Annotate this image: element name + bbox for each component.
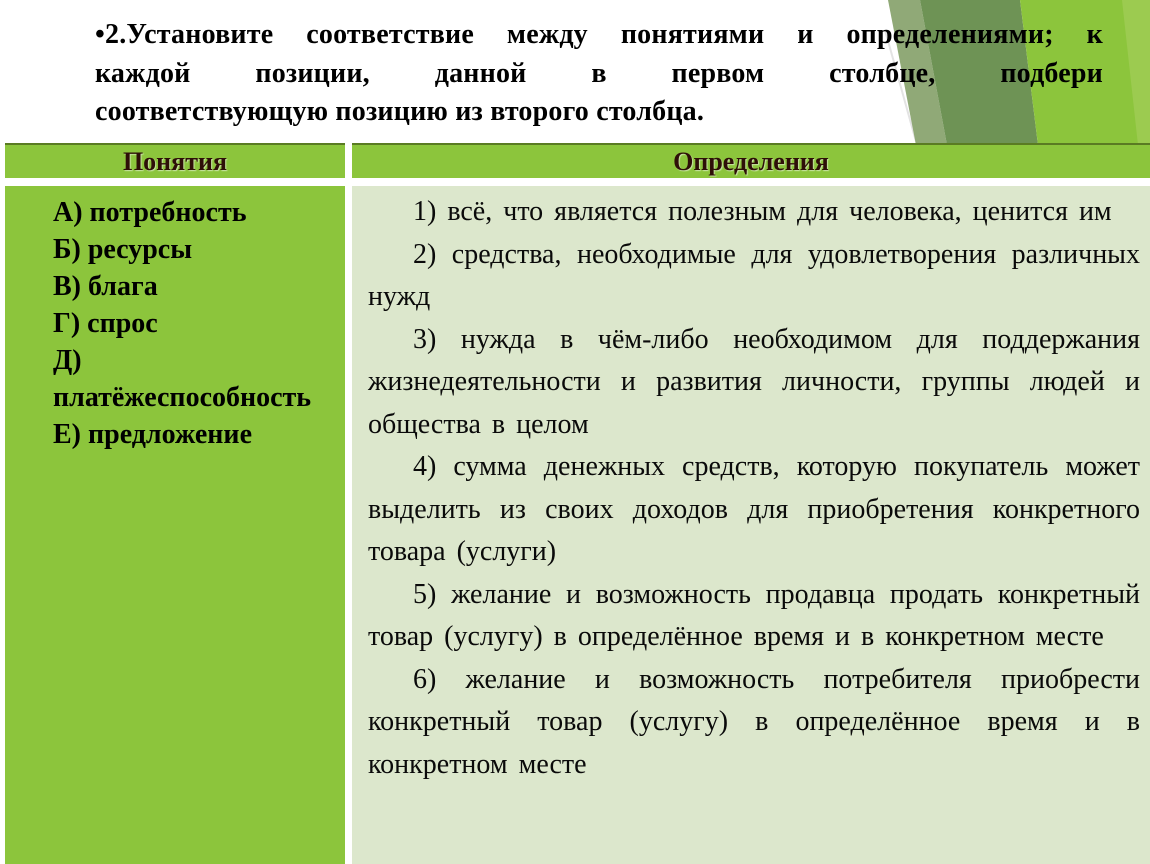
match-table [0, 143, 1150, 864]
slide-title [95, 16, 1103, 132]
column-divider [345, 186, 352, 864]
definition-item-1: 1) всё, что является полезным для человека, ценится им [413, 196, 1112, 227]
concept-item-a: А) потребность [53, 197, 247, 228]
title-line-1: •2.Установите соответствие между понятиями и определениями; к [95, 19, 1103, 50]
concept-item-d: Д) платёжеспособность [53, 345, 312, 413]
title-line-3: соответствующую позицию из второго столбца. [95, 96, 705, 127]
row-divider [5, 178, 1150, 186]
table-body-row [5, 186, 1150, 864]
concept-item-b: Б) ресурсы [53, 234, 193, 265]
concept-item-v: В) блага [53, 271, 158, 302]
concepts-cell [5, 186, 345, 864]
definition-item-3: 3) нужда в чём-либо необходимом для поддержания жизнедеятельности и развития личности, группы людей и общества в целом [368, 323, 1140, 440]
concept-item-g: Г) спрос [53, 308, 158, 339]
concept-item-e: Е) предложение [53, 419, 252, 450]
definition-item-6: 6) желание и возможность потребителя приобрести конкретный товар (услугу) в определённое время и в конкретном месте [368, 663, 1140, 780]
definition-item-5: 5) желание и возможность продавца продать конкретный товар (услугу) в определённое время и в конкретном месте [368, 578, 1140, 652]
definition-item-4: 4) сумма денежных средств, которую покупатель может выделить из своих доходов для приобретения конкретного товара (услуги) [368, 451, 1140, 567]
definition-item-2: 2) средства, необходимые для удовлетворения различных нужд [368, 238, 1140, 312]
title-line-2: каждой позиции, данной в первом столбце, подбери [95, 57, 1103, 89]
definitions-cell [352, 186, 1150, 864]
header-definitions: Определения [352, 143, 1150, 178]
column-divider [345, 143, 352, 178]
header-concepts: Понятия [5, 143, 345, 178]
table-header-row [5, 143, 1150, 178]
